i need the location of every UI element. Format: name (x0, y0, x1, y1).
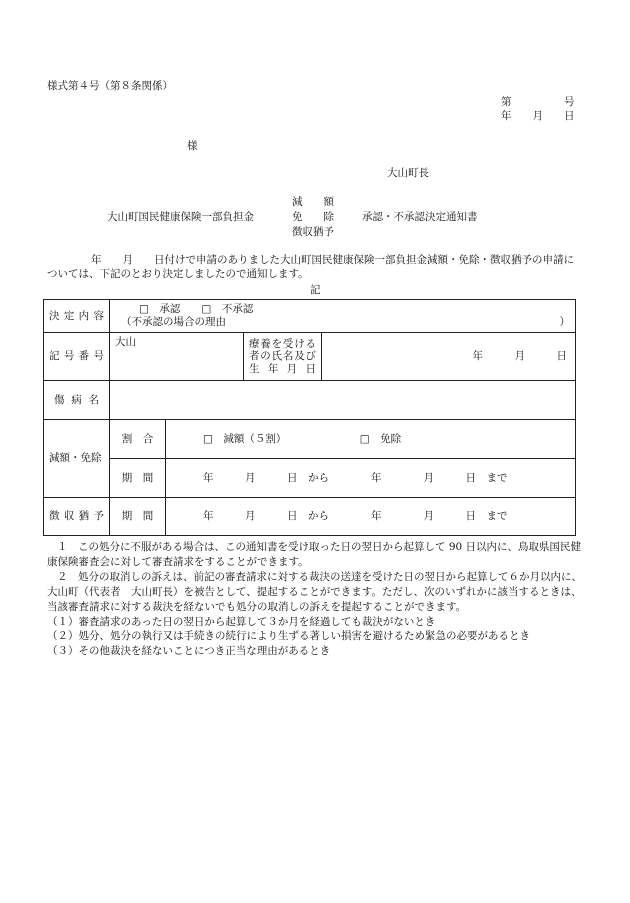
patient-date-cell (322, 333, 576, 381)
decision-label-cell (44, 300, 110, 333)
addressee-suffix: 様 (187, 140, 198, 152)
ratio-option-exemption[interactable]: □ 免除 (359, 432, 402, 445)
note-item-1: （１）審査請求のあった日の翌日から起算して３か月を経過しても裁決がないとき (47, 615, 436, 628)
symbol-value-cell (110, 333, 244, 381)
deferral-label: 徴収猶予 (49, 510, 104, 523)
patient-label-cell (244, 333, 322, 381)
patient-date: 年 月 日 (472, 350, 568, 363)
injury-row (44, 381, 576, 420)
title-option-deferral: 徴収猶予 (292, 226, 334, 238)
deferral-label-cell (44, 498, 110, 536)
symbol-row (44, 333, 576, 381)
symbol-label: 記号番号 (49, 350, 104, 363)
title-left: 大山町国民健康保険一部負担金 (107, 211, 254, 223)
issue-date: 年 月 日 (501, 110, 575, 122)
ratio-row (44, 420, 576, 459)
injury-label: 傷病名 (54, 393, 99, 406)
decision-value-cell (110, 300, 576, 333)
ratio-option-reduction[interactable]: □ 減額（５割） (203, 432, 287, 445)
title-right: 承認・不承認決定通知書 (362, 211, 478, 223)
ratio-label: 割 合 (121, 432, 154, 445)
approve-option[interactable]: □ 承認 □ 不承認 (139, 303, 254, 316)
ratio-value-cell (166, 420, 576, 459)
form-number: 様式第４号（第８条関係） (47, 80, 173, 92)
note-2: ２ 処分の取消しの訴えは、前記の審査請求に対する裁決の送達を受けた日の翌日から起算して６か月以内に、大山町（代表者 大山町長）を被告として、提起することができます。ただし、次のいずれかに該当するときは、当該審査請求に対する裁決を経ないでも処分の取消しの訴えを提起することができます。 (47, 570, 582, 613)
title-option-exemption: 免 除 (292, 211, 334, 223)
reduction-label-cell (44, 420, 110, 498)
injury-value-cell[interactable] (110, 381, 576, 420)
reject-reason-close: ） (559, 316, 571, 328)
deferral-row (44, 498, 576, 536)
document-number: 第 号 (501, 96, 575, 108)
injury-label-cell (44, 381, 110, 420)
period-value: 年 月 日 から 年 月 日 まで (203, 471, 508, 484)
intro-text: 年 月 日付けで申請のありました大山町国民健康保険一部負担金減額・免除・徴収猶予の申請については、下記のとおり決定しましたので通知します。 (47, 254, 574, 280)
patient-label: 療養を受ける者の氏名及び生年月日 (249, 337, 316, 375)
note-item-2: （２）処分、処分の執行又は手続きの続行により生ずる著しい損害を避けるため緊急の必要があるとき (47, 630, 530, 643)
decision-label: 決定内容 (49, 309, 104, 322)
symbol-label-cell (44, 333, 110, 381)
issuer-name: 大山町長 (387, 167, 429, 179)
period-row (44, 459, 576, 498)
reduction-label: 減額・免除 (49, 452, 102, 465)
deferral-period-label: 期 間 (121, 510, 154, 523)
period-label-cell (110, 459, 166, 498)
period-value-cell (166, 459, 576, 498)
notes (47, 540, 583, 659)
reject-reason-line (115, 316, 570, 329)
deferral-period-value: 年 月 日 から 年 月 日 まで (203, 510, 508, 523)
deferral-period-value-cell (166, 498, 576, 536)
decision-row (44, 300, 576, 333)
reject-reason: （不承認の場合の理由 (121, 316, 226, 328)
note-item-3: （３）その他裁決を経ないことにつき正当な理由があるとき (47, 645, 331, 658)
ki-heading: 記 (310, 284, 321, 296)
period-label: 期 間 (121, 471, 154, 484)
title-option-reduction: 減 額 (292, 196, 334, 208)
deferral-period-label-cell (110, 498, 166, 536)
note-1: １ この処分に不服がある場合は、この通知書を受け取った日の翌日から起算して 90 日以内に、鳥取県国民健康保険審査会に対して審査請求をすることができます。 (47, 541, 582, 568)
symbol-value: 大山 (115, 336, 136, 348)
ratio-label-cell (110, 420, 166, 459)
decision-table (43, 299, 576, 536)
